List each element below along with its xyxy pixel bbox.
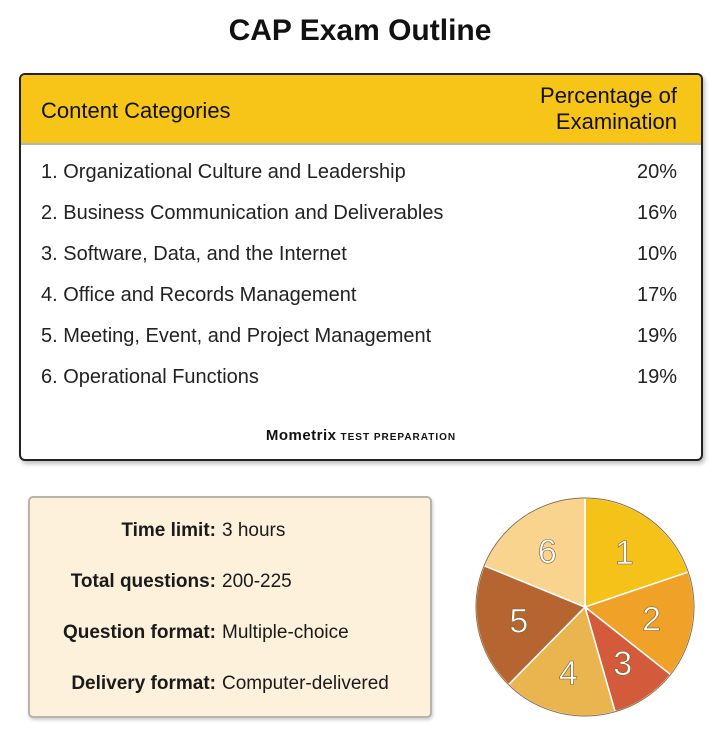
time-limit-label: Time limit: bbox=[121, 520, 216, 541]
page-title: CAP Exam Outline bbox=[228, 14, 492, 47]
table-body bbox=[21, 161, 701, 407]
delivery-format-label: Delivery format: bbox=[71, 673, 216, 694]
percent-cell: 20% bbox=[636, 161, 677, 183]
brand-subtitle: TEST PREPARATION bbox=[340, 432, 457, 443]
percent-cell: 16% bbox=[636, 202, 677, 224]
category-cell: 6. Operational Functions bbox=[41, 366, 259, 388]
category-cell: 3. Software, Data, and the Internet bbox=[41, 243, 347, 265]
column-header-percentage: Percentage of Examination bbox=[540, 83, 677, 134]
percent-cell: 19% bbox=[636, 366, 677, 388]
exam-outline-table bbox=[19, 73, 703, 461]
category-cell: 2. Business Communication and Deliverables bbox=[41, 202, 444, 224]
question-format-value: Multiple-choice bbox=[222, 622, 349, 643]
time-limit-value: 3 hours bbox=[222, 520, 286, 541]
table-row bbox=[21, 202, 701, 243]
category-cell: 5. Meeting, Event, and Project Management bbox=[41, 325, 432, 347]
time-limit-row bbox=[30, 520, 430, 550]
table-row bbox=[21, 161, 701, 202]
total-questions-label: Total questions: bbox=[70, 571, 216, 592]
total-questions-row bbox=[30, 571, 430, 601]
table-row bbox=[21, 243, 701, 284]
pie-slice-label: 1 bbox=[614, 534, 634, 573]
brand-name: Mometrix bbox=[265, 427, 337, 444]
exam-info-card bbox=[28, 496, 432, 718]
column-header-category: Content Categories bbox=[41, 98, 231, 123]
delivery-format-row bbox=[30, 673, 430, 703]
pie-slice-label: 3 bbox=[613, 645, 633, 684]
pie-slice-label: 2 bbox=[642, 600, 662, 639]
table-row bbox=[21, 366, 701, 407]
percent-cell: 19% bbox=[636, 325, 677, 347]
brand-logo bbox=[21, 427, 701, 444]
pie-slice-label: 6 bbox=[537, 532, 557, 571]
pie-slice-label: 4 bbox=[558, 654, 578, 693]
total-questions-value: 200-225 bbox=[222, 571, 292, 592]
percent-cell: 17% bbox=[636, 284, 677, 306]
category-cell: 1. Organizational Culture and Leadership bbox=[41, 161, 406, 183]
category-pie-chart bbox=[470, 490, 700, 720]
table-header bbox=[21, 75, 701, 145]
category-cell: 4. Office and Records Management bbox=[41, 284, 357, 306]
table-row bbox=[21, 284, 701, 325]
table-row bbox=[21, 325, 701, 366]
percent-cell: 10% bbox=[636, 243, 677, 265]
question-format-row bbox=[30, 622, 430, 652]
delivery-format-value: Computer-delivered bbox=[222, 673, 389, 694]
question-format-label: Question format: bbox=[62, 622, 216, 643]
pie-slice-label: 5 bbox=[509, 602, 529, 641]
